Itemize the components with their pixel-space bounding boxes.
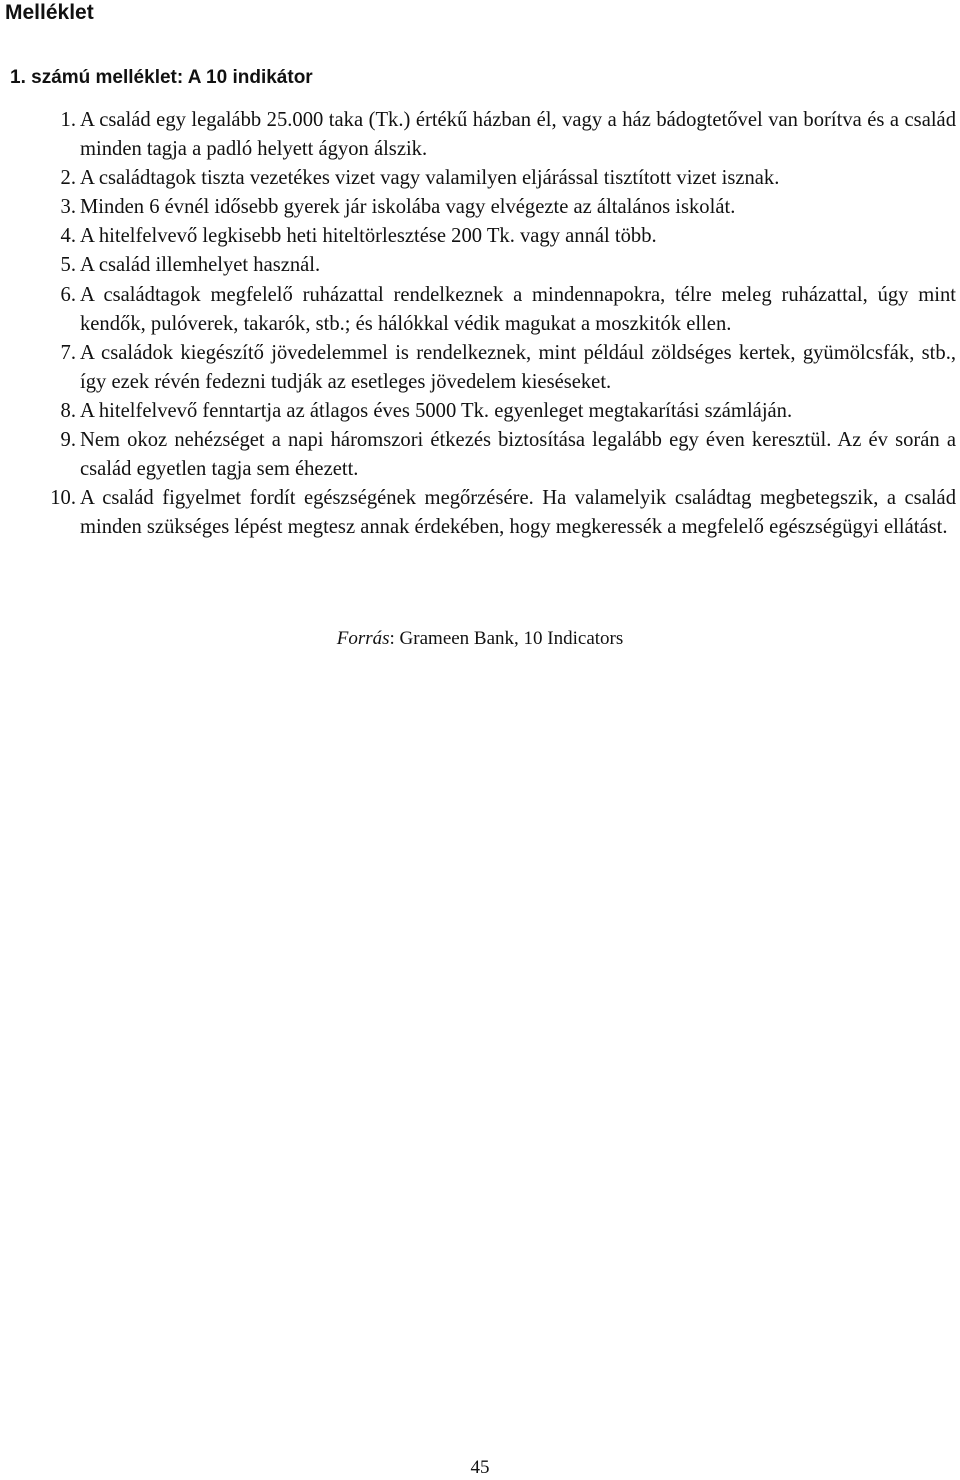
list-item [0,339,956,397]
list-item [0,397,956,426]
list-item [0,426,956,484]
list-item-number: 3. [60,196,76,219]
list-item-number: 7. [60,341,76,364]
list-item-text: A hitelfelvevő legkisebb heti hiteltörlesztése 200 Tk. vagy annál több. [80,225,657,248]
page-title: Melléklet [5,1,94,24]
list-item-text: A családtagok megfelelő ruházattal rendelkeznek a mindennapokra, télre meleg ruházattal, úgy mint kendők, pulóverek, takarók, stb.; és hálókkal védik magukat a moszkitók ellen. [80,283,956,335]
source-text: : Grameen Bank, 10 Indicators [389,628,624,649]
list-item-number: 9. [60,429,76,452]
list-item-text: A család egy legalább 25.000 taka (Tk.) értékű házban él, vagy a ház bádogtetővel van borítva és a család minden tagja a padló helyett ágyon álszik. [80,109,956,161]
list-item [0,164,956,193]
list-item-text: Minden 6 évnél idősebb gyerek jár iskolába vagy elvégezte az általános iskolát. [80,196,736,219]
indicator-list [0,106,960,542]
list-item-text: A család figyelmet fordít egészségének megőrzésére. Ha valamelyik családtag megbetegszik, a család minden szükséges lépést megtesz annak érdekében, hogy megkeressék a megfelelő egészségügyi ellátást. [80,487,956,539]
source-label: Forrás [336,628,390,649]
list-item [0,222,956,251]
list-item-number: 1. [60,109,76,131]
list-item [0,193,956,222]
list-item-text: A család illemhelyet használ. [80,254,321,277]
page-number: 45 [470,1457,490,1478]
list-item-text: A családtagok tiszta vezetékes vizet vagy valamilyen eljárással tisztított vizet isznak. [80,167,780,190]
list-item-number: 8. [60,399,76,422]
source-note [0,626,960,652]
list-item-number: 6. [60,283,76,306]
list-item-text: Nem okoz nehézséget a napi háromszori étkezés biztosítása legalább egy éven keresztül. Az év során a család egyetlen tagja sem éhezett. [80,429,956,481]
list-item-text: A hitelfelvevő fenntartja az átlagos éves 5000 Tk. egyenleget megtakarítási számláján. [80,399,793,422]
list-item [0,106,956,164]
list-item-number: 2. [60,167,76,190]
section-title: 1. számú melléklet: A 10 indikátor [10,67,313,88]
list-item [0,484,956,542]
list-item-number: 10. [50,487,76,510]
list-item-number: 4. [60,225,76,248]
list-item-text: A családok kiegészítő jövedelemmel is rendelkeznek, mint például zöldséges kertek, gyümölcsfák, stb., így ezek révén fedezni tudják az esetleges jövedelem kieséseket. [80,341,956,393]
list-item-number: 5. [60,254,76,277]
list-item [0,281,956,339]
list-item [0,251,956,280]
